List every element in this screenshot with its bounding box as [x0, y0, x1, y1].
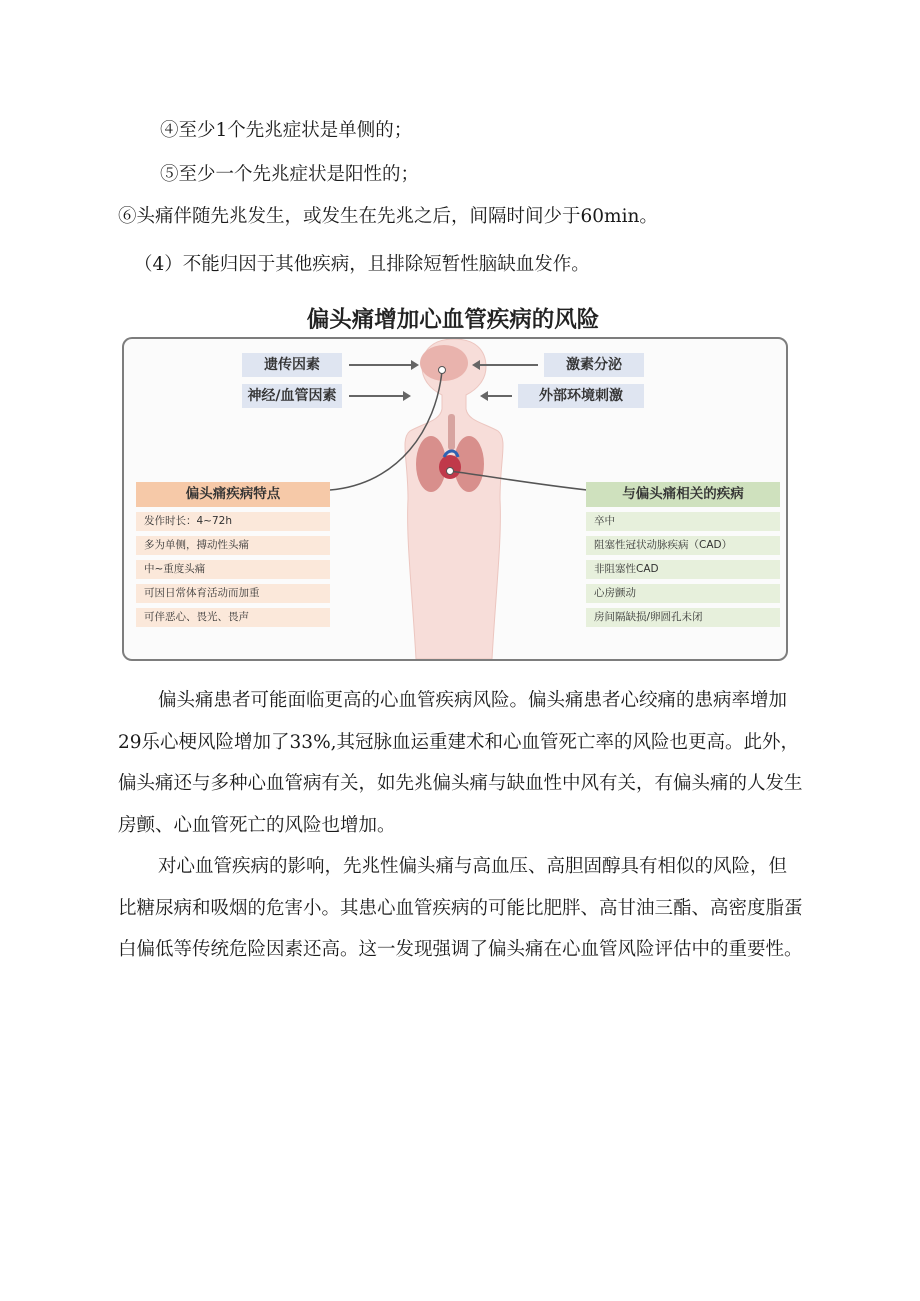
criterion-6: ⑥头痛伴随先兆发生，或发生在先兆之后，间隔时间少于60min。: [118, 206, 658, 227]
trachea: [448, 414, 455, 450]
list-item: 心房颤动: [586, 584, 780, 603]
factor-hormone: 激素分泌: [544, 353, 644, 377]
arrow-external-to-brain: [482, 395, 512, 397]
list-item: 中~重度头痛: [136, 560, 330, 579]
list-item: 房间隔缺损/卵圆孔未闭: [586, 608, 780, 627]
list-item: 非阻塞性CAD: [586, 560, 780, 579]
paragraph-risk: 偏头痛患者可能面临更高的心血管疾病风险。偏头痛患者心绞痛的患病率增加29乐心梗风险增加了33%,其冠脉血运重建术和心血管死亡率的风险也更高。此外，偏头痛还与多种心血管病有关，如先兆偏头痛与缺血性中风有关，有偏头痛的人发生房颤、心血管死亡的风险也增加。: [118, 690, 803, 836]
arrow-genetic-to-brain: [349, 364, 417, 366]
brain-marker: [439, 367, 446, 374]
criterion-5: ⑤至少一个先兆症状是阳性的；: [160, 164, 420, 185]
list-item: 阻塞性冠状动脉疾病（CAD）: [586, 536, 780, 555]
factor-external: 外部环境刺激: [518, 384, 644, 408]
list-item: 发作时长：4~72h: [136, 512, 330, 531]
heart-marker: [447, 468, 454, 475]
body-silhouette: [405, 339, 503, 659]
factor-genetic: 遗传因素: [242, 353, 342, 377]
paragraph-impact: 对心血管疾病的影响，先兆性偏头痛与高血压、高胆固醇具有相似的风险，但比糖尿病和吸烟的危害小。其患心血管疾病的可能比肥胖、高甘油三酯、高密度脂蛋白偏低等传统危险因素还高。这一发现强调了偏头痛在心血管风险评估中的重要性。: [118, 856, 803, 960]
list-item: 多为单侧，搏动性头痛: [136, 536, 330, 555]
arrow-neuro-to-brain: [349, 395, 409, 397]
migraine-characteristics-panel: [136, 482, 330, 632]
arrow-hormone-to-brain: [474, 364, 538, 366]
criterion-exclusion: （4）不能归因于其他疾病，且排除短暂性脑缺血发作。: [134, 254, 590, 275]
brain: [420, 345, 468, 381]
criterion-4: ④至少1个先兆症状是单侧的；: [160, 120, 413, 141]
related-diseases-panel: [586, 482, 780, 632]
figure-title: 偏头痛增加心血管疾病的风险: [306, 307, 600, 333]
list-item: 卒中: [586, 512, 780, 531]
related-diseases-title: 与偏头痛相关的疾病: [586, 482, 780, 507]
list-item: 可因日常体育活动而加重: [136, 584, 330, 603]
migraine-characteristics-title: 偏头痛疾病特点: [136, 482, 330, 507]
list-item: 可伴恶心、畏光、畏声: [136, 608, 330, 627]
factor-neuro-vascular: 神经/血管因素: [242, 384, 342, 408]
figure-panel: [122, 337, 788, 661]
